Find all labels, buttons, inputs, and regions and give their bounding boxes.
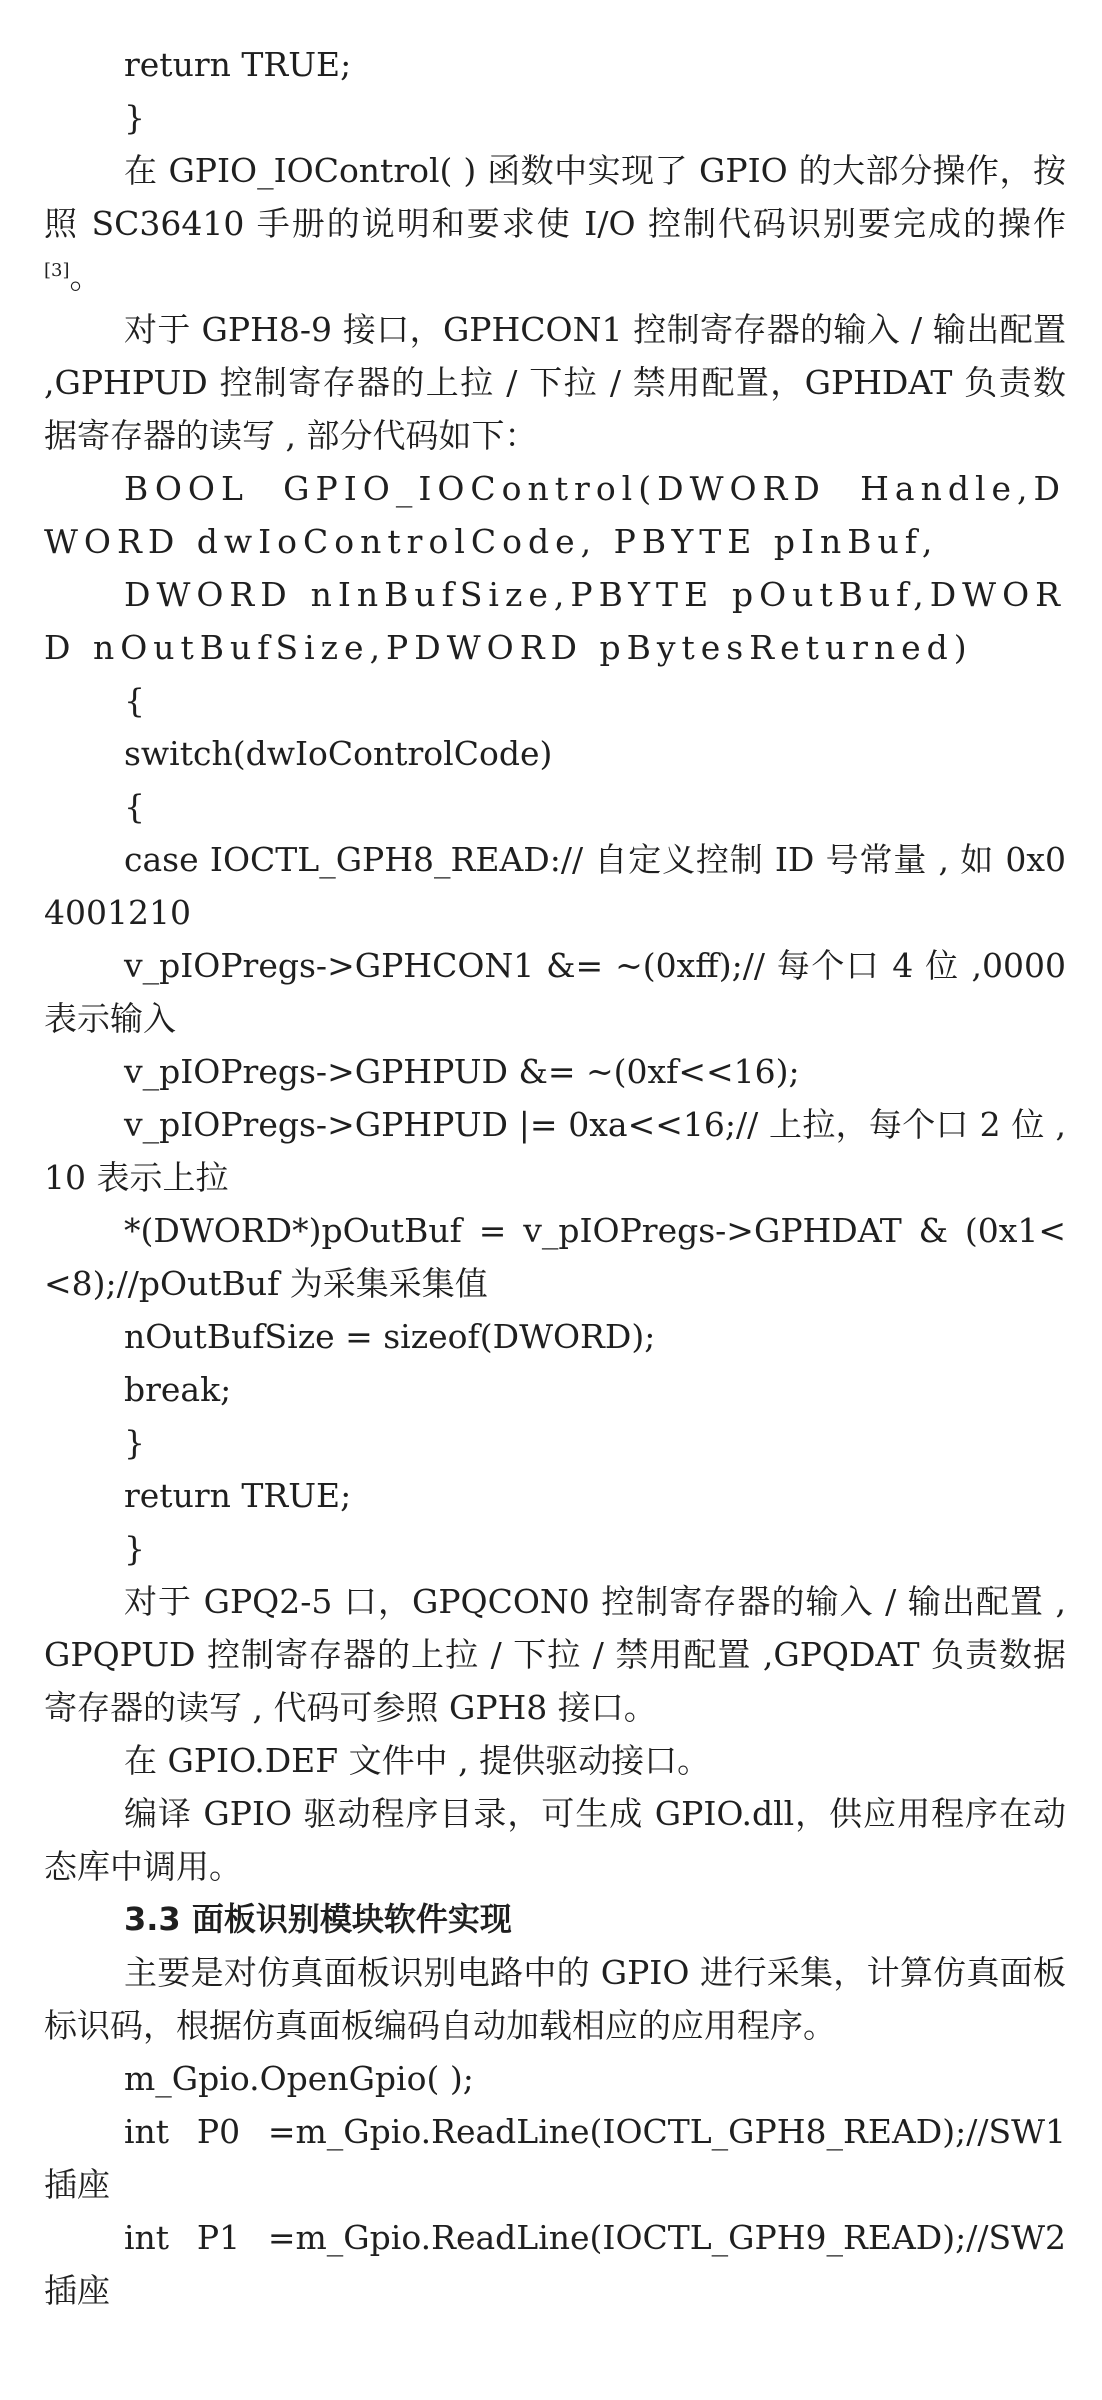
paragraph-text: 在 GPIO_IOControl( ) 函数中实现了 GPIO 的大部分操作，按照 SC36410 手册的说明和要求使 I/O 控制代码识别要完成的操作 — [44, 151, 1066, 243]
code-line: *(DWORD*)pOutBuf = v_pIOPregs->GPHDAT & (0x1<<8);//pOutBuf 为采集采集值 — [44, 1211, 1066, 1303]
code-line: v_pIOPregs->GPHPUD &= ~(0xf<<16); — [124, 1052, 800, 1091]
code-line: v_pIOPregs->GPHPUD |= 0xa<<16;// 上拉，每个口 2 位 ,10 表示上拉 — [44, 1105, 1066, 1197]
code-line: int P0 =m_Gpio.ReadLine(IOCTL_GPH8_READ);//SW1 插座 — [44, 2112, 1087, 2204]
code-line: BOOL GPIO_IOControl(DWORD Handle,DWORD dwIoControlCode, PBYTE pInBuf, — [44, 469, 1066, 561]
code-line: int P1 =m_Gpio.ReadLine(IOCTL_GPH9_READ);//SW2 插座 — [44, 2218, 1087, 2310]
code-line: v_pIOPregs->GPHCON1 &= ~(0xff);// 每个口 4 位 ,0000 表示输入 — [44, 946, 1077, 1038]
body-paragraph: 对于 GPQ2-5 口，GPQCON0 控制寄存器的输入 / 输出配置 ,GPQPUD 控制寄存器的上拉 / 下拉 / 禁用配置 ,GPQDAT 负责数据寄存器的读写 , 代码可参照 GPH8 接口。 — [44, 1582, 1066, 1727]
code-line: } — [124, 98, 145, 137]
body-paragraph: 在 GPIO.DEF 文件中 , 提供驱动接口。 — [124, 1741, 711, 1780]
code-line: switch(dwIoControlCode) — [124, 734, 553, 773]
code-line: return TRUE; — [124, 45, 352, 84]
body-paragraph: 主要是对仿真面板识别电路中的 GPIO 进行采集，计算仿真面板标识码，根据仿真面板编码自动加载相应的应用程序。 — [44, 1953, 1066, 2045]
code-line: { — [124, 681, 145, 720]
body-paragraph: 对于 GPH8-9 接口，GPHCON1 控制寄存器的输入 / 输出配置 ,GPHPUD 控制寄存器的上拉 / 下拉 / 禁用配置，GPHDAT 负责数据寄存器的读写 , 部分代码如下： — [44, 310, 1077, 455]
body-paragraph — [44, 144, 1066, 303]
code-line: return TRUE; — [124, 1476, 352, 1515]
body-paragraph: 编译 GPIO 驱动程序目录，可生成 GPIO.dll，供应用程序在动态库中调用。 — [44, 1794, 1066, 1886]
code-line: DWORD nInBufSize,PBYTE pOutBuf,DWORD nOutBufSize,PDWORD pBytesReturned) — [44, 575, 1066, 667]
citation-ref: [3] — [44, 260, 70, 281]
code-line: m_Gpio.OpenGpio( ); — [124, 2059, 474, 2098]
code-line: } — [124, 1423, 145, 1462]
section-heading: 3.3 面板识别模块软件实现 — [124, 1900, 512, 1938]
code-line: nOutBufSize = sizeof(DWORD); — [124, 1317, 656, 1356]
code-line: break; — [124, 1370, 232, 1409]
code-line: case IOCTL_GPH8_READ:// 自定义控制 ID 号常量 , 如 0x04001210 — [44, 840, 1066, 932]
paragraph-suffix: 。 — [69, 257, 103, 296]
code-line: } — [124, 1529, 145, 1568]
code-line: { — [124, 787, 145, 826]
